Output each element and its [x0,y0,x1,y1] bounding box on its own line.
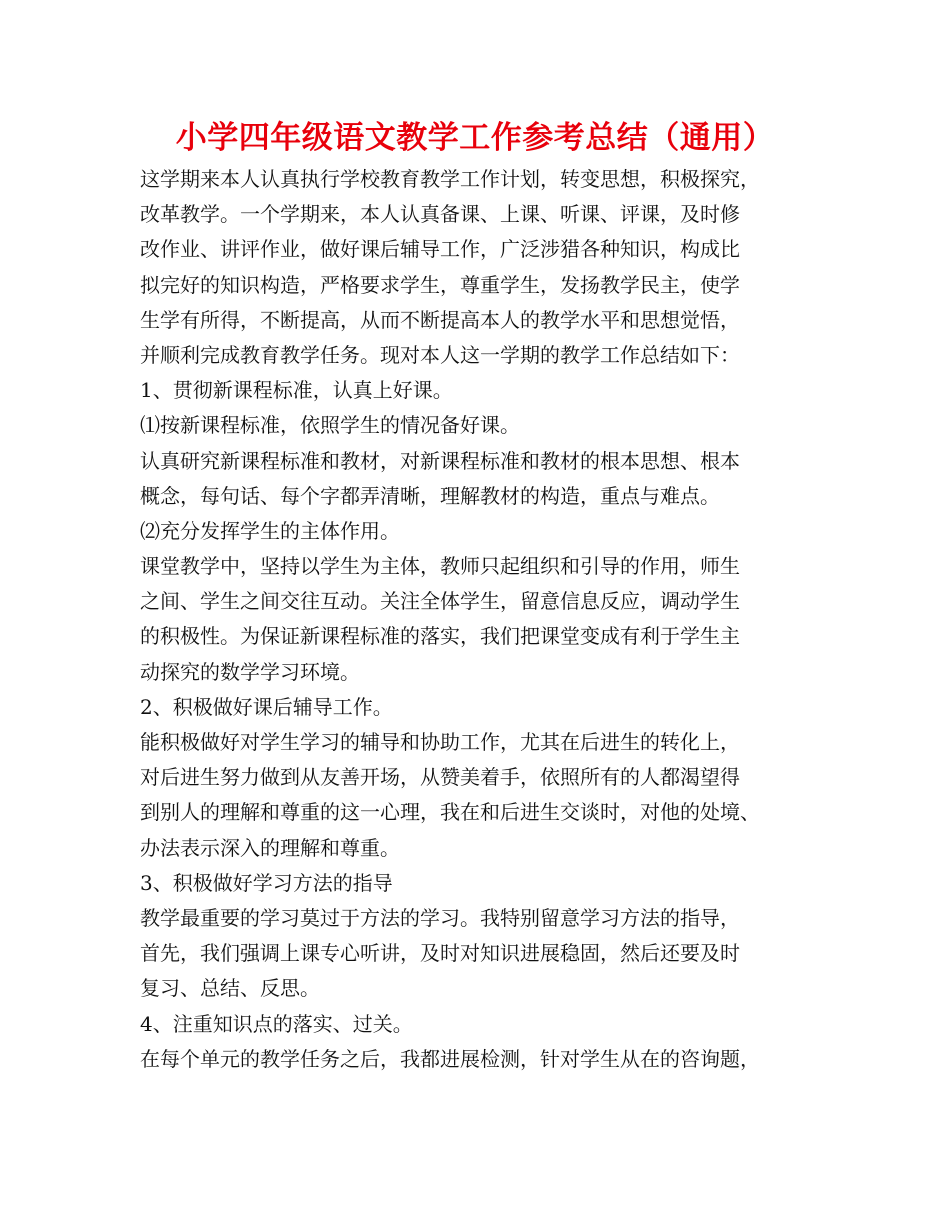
paragraph-line: 复习、总结、反思。 [140,976,320,1001]
paragraph-line: 改革教学。一个学期来，本人认真备课、上课、听课、评课，及时修 [140,202,740,227]
paragraph-line: 1、贯彻新课程标准，认真上好课。 [140,378,453,403]
paragraph-line: 3、积极做好学习方法的指导 [140,870,393,895]
paragraph-line: ⑵充分发挥学生的主体作用。 [140,518,400,543]
paragraph-line: 拟完好的知识构造，严格要求学生，尊重学生，发扬教学民主，使学 [140,272,740,297]
paragraph-line: 4、注重知识点的落实、过关。 [140,1011,413,1036]
paragraph-line: 到别人的理解和尊重的这一心理，我在和后进生交谈时，对他的处境、 [140,800,760,825]
document-body [140,162,840,1077]
paragraph-line: 并顺利完成教育教学任务。现对本人这一学期的教学工作总结如下： [140,342,740,367]
paragraph-line: 对后进生努力做到从友善开场，从赞美着手，依照所有的人都渴望得 [140,765,740,790]
paragraph-line: 生学有所得，不断提高，从而不断提高本人的教学水平和思想觉悟， [140,307,740,332]
document-title: 小学四年级语文教学工作参考总结（通用） [175,120,775,156]
paragraph-line: 能积极做好对学生学习的辅导和协助工作，尤其在后进生的转化上， [140,730,740,754]
paragraph-line: 动探究的数学学习环境。 [140,659,360,684]
paragraph-line: 课堂教学中，坚持以学生为主体，教师只起组织和引导的作用，师生 [140,554,740,579]
paragraph-line: 的积极性。为保证新课程标准的落实，我们把课堂变成有利于学生主 [140,624,740,649]
paragraph-line: 概念，每句话、每个字都弄清晰，理解教材的构造，重点与难点。 [140,483,720,508]
paragraph-line: 之间、学生之间交往互动。关注全体学生，留意信息反应，调动学生 [140,589,740,614]
paragraph-line: 首先，我们强调上课专心听讲，及时对知识进展稳固，然后还要及时 [140,941,740,966]
paragraph-line: 办法表示深入的理解和尊重。 [140,835,400,860]
paragraph-line: ⑴按新课程标准，依照学生的情况备好课。 [140,413,520,438]
paragraph-line: 改作业、讲评作业，做好课后辅导工作，广泛涉猎各种知识，构成比 [140,237,740,262]
paragraph-line: 在每个单元的教学任务之后，我都进展检测，针对学生从在的咨询题， [140,1046,760,1071]
paragraph-line: 2、积极做好课后辅导工作。 [140,694,393,719]
paragraph-line: 教学最重要的学习莫过于方法的学习。我特别留意学习方法的指导， [140,905,740,930]
paragraph-line: 认真研究新课程标准和教材，对新课程标准和教材的根本思想、根本 [140,448,740,473]
paragraph-line: 这学期来本人认真执行学校教育教学工作计划，转变思想，积极探究， [140,167,760,191]
